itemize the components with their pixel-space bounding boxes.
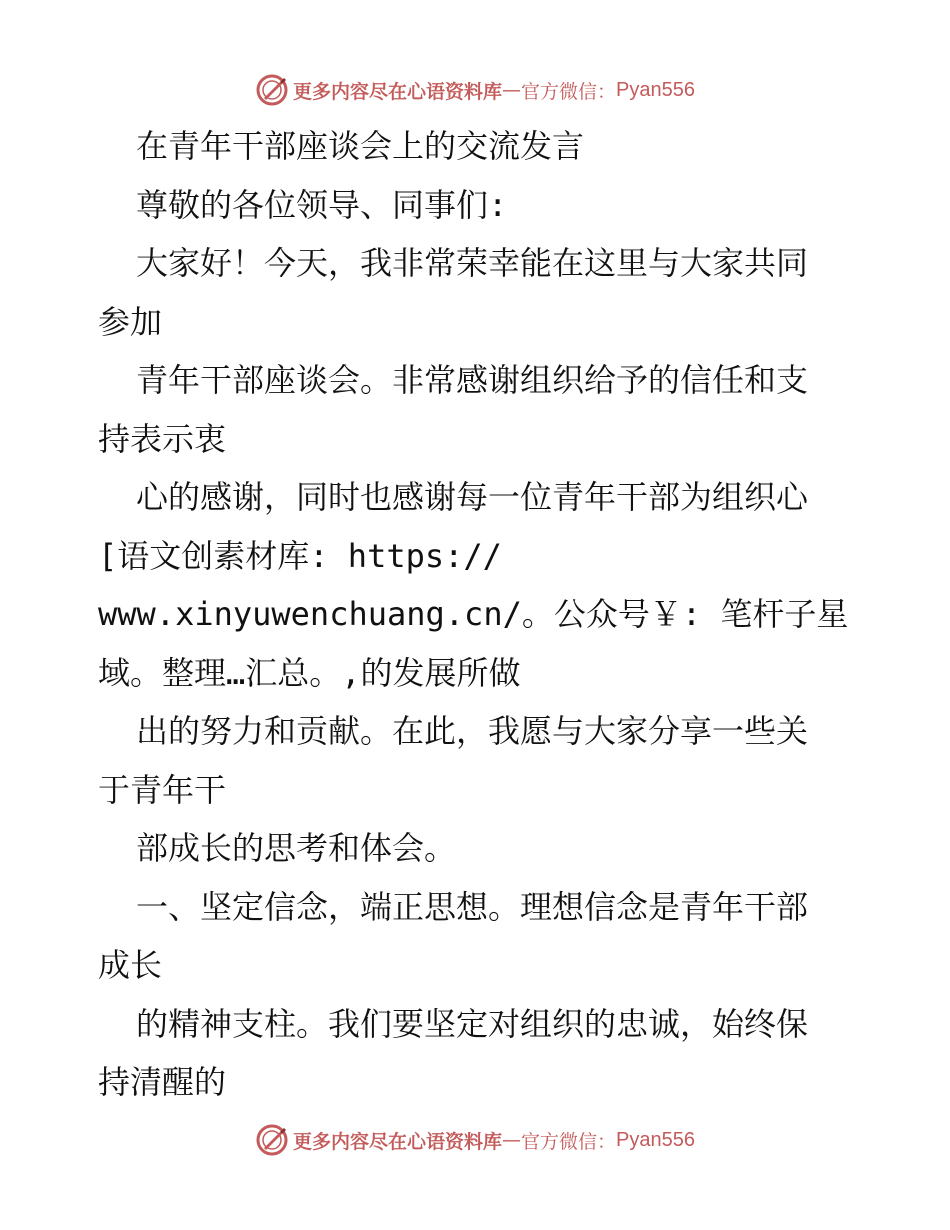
banner-wechat-id: Pyan556: [616, 78, 695, 101]
pen-logo-icon: [255, 1123, 289, 1157]
salutation: 尊敬的各位领导、同事们:: [136, 185, 508, 224]
paragraph-line: 部成长的思考和体会。: [136, 829, 457, 867]
banner-brand: 更多内容尽在心语资料库: [293, 1130, 503, 1153]
section-heading-line: 一、坚定信念，端正思想。理想信念是青年干部: [136, 887, 809, 926]
paragraph-line: 参加: [98, 302, 163, 341]
paragraph-line: 心的感谢，同时也感谢每一位青年干部为组织心: [136, 478, 809, 516]
pen-logo-icon: [255, 73, 289, 107]
paragraph-line: 持清醒的: [98, 1063, 227, 1101]
paragraph-line: [语文创素材库: https://: [98, 536, 502, 575]
paragraph-line: 大家好！今天，我非常荣幸能在这里与大家共同: [136, 244, 809, 282]
paragraph-line: 青年干部座谈会。非常感谢组织给予的信任和支: [136, 361, 809, 399]
paragraph-line: 的精神支柱。我们要坚定对组织的忠诚，始终保: [136, 1004, 809, 1043]
document-body: [98, 117, 858, 1112]
banner-wechat-label: 官方微信：: [521, 1130, 617, 1153]
banner-wechat-label: 官方微信：: [521, 80, 617, 103]
paragraph-line: 于青年干: [98, 770, 227, 809]
footer-banner: [0, 1120, 950, 1160]
header-banner: [0, 70, 950, 110]
banner-separator: —: [502, 1129, 522, 1151]
paragraph-line: 域。整理…汇总。,的发展所做: [98, 653, 521, 692]
paragraph-line: www.xinyuwenchuang.cn/。公众号￥: 笔杆子星: [98, 595, 849, 633]
paragraph-line: 成长: [98, 946, 163, 984]
document-title: 在青年干部座谈会上的交流发言: [136, 127, 585, 165]
paragraph-line: 出的努力和贡献。在此，我愿与大家分享一些关: [136, 712, 809, 750]
banner-wechat-id: Pyan556: [616, 1128, 695, 1151]
paragraph-line: 持表示衷: [98, 419, 227, 458]
banner-separator: —: [502, 79, 522, 101]
banner-brand: 更多内容尽在心语资料库: [293, 80, 503, 103]
